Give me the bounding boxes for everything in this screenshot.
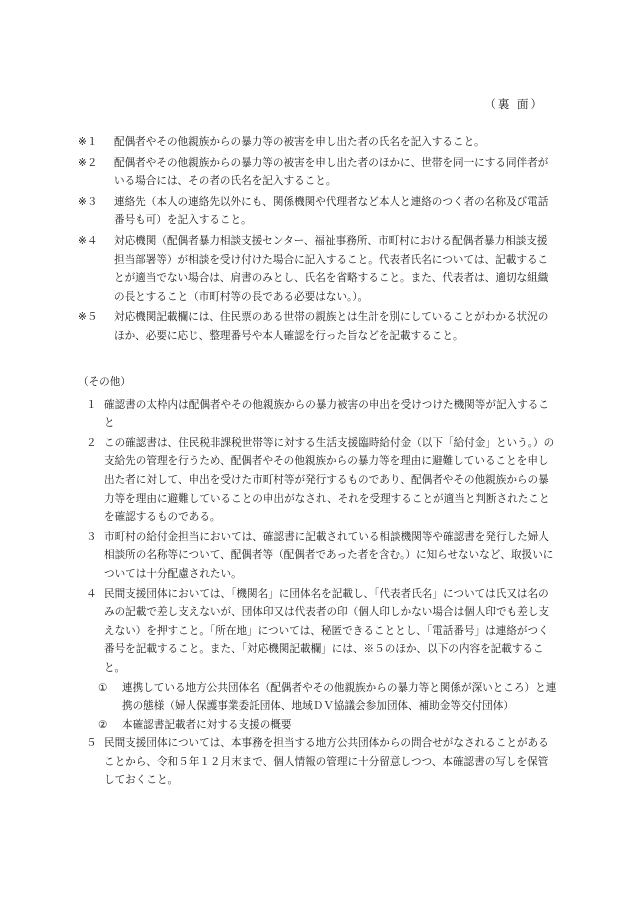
other-section-title: （その他）: [78, 376, 131, 388]
subitem-number: ②: [98, 718, 108, 731]
item-number: ３: [86, 530, 97, 543]
note-mark: ※３: [78, 195, 98, 208]
note-text: 配偶者やその他親族からの暴力等の被害を申し出た者のほかに、世帯を同一にする同伴者がいる場合には、その者の氏名を記入すること。: [114, 156, 549, 188]
note-text: 対応機関（配偶者暴力相談支援センター、福祉事務所、市町村における配偶者暴力相談支援担当部署等）が相談を受け付けた場合に記入すること。代表者氏名については、記載することが適当でない場合は、肩書のみとし、氏名を省略すること。また、代表者は、適切な組織の長とすること（市町村等の長である必要はない。）。: [114, 234, 549, 303]
other-subitem-1: [78, 679, 558, 716]
note-mark: ※５: [78, 311, 98, 324]
item-text: 確認書の太枠内は配偶者やその他親族からの暴力被害の申出を受けつけた機関等が記入すること: [104, 398, 549, 430]
other-subitem-2: [78, 716, 558, 735]
other-section: [78, 373, 558, 791]
note-1: [78, 133, 558, 152]
note-4: [78, 232, 558, 306]
subitem-number: ①: [98, 681, 108, 694]
item-number: １: [86, 398, 97, 411]
note-3: [78, 193, 558, 230]
other-item-2: [78, 434, 558, 527]
note-5: [78, 308, 558, 345]
subitem-text: 連携している地方公共団体名（配偶者やその他親族からの暴力等と関係が深いところ）と連携の態様（婦人保護事業委託団体、地域ＤＶ協議会参加団体、補助金等交付団体）: [122, 681, 557, 713]
note-text: 配偶者やその他親族からの暴力等の被害を申し出た者の氏名を記入すること。: [114, 136, 485, 148]
note-2: [78, 154, 558, 191]
other-item-3: [78, 528, 558, 584]
note-text: 対応機関記載欄には、住民票のある世帯の親族とは生計を別にしていることがわかる状況のほか、必要に応じ、整理番号や本人確認を行った旨などを記載すること。: [114, 311, 549, 342]
notes-section: [78, 133, 558, 348]
item-number: ４: [86, 587, 97, 600]
page-side-label: （裏 面）: [484, 97, 544, 111]
item-text: 民間支援団体においては、「機関名」に団体名を記載し、「代表者氏名」については氏又は名のみの記載で差し支えないが、団体印又は代表者の印（個人印しかない場合は個人印でも差し支えない）を押すこと。「所在地」については、秘匿できることとし、「電話番号」は連絡がつく番号を記載すること。また、「対応機関記載欄」には、※５のほか、以下の内容を記載すること。: [104, 587, 549, 674]
note-mark: ※２: [78, 156, 98, 169]
subitem-text: 本確認書記載者に対する支援の概要: [122, 718, 292, 731]
item-text: 民間支援団体については、本事務を担当する地方公共団体からの問合せがなされることがあることから、令和５年１２月末まで、個人情報の管理に十分留意しつつ、本確認書の写しを保管しておくこと。: [104, 737, 549, 787]
note-text: 連絡先（本人の連絡先以外にも、関係機関や代理者など本人と連絡のつく者の名称及び電話番号も可）を記入すること。: [114, 195, 549, 227]
note-mark: ※４: [78, 234, 98, 247]
item-text: 市町村の給付金担当においては、確認書に記載されている相談機関等や確認書を発行した婦人相談所の名称等について、配偶者等（配偶者であった者を含む。）に知らせないなど、取扱いについては十分配慮されたい。: [104, 530, 554, 580]
other-item-1: [78, 396, 558, 433]
item-number: ５: [86, 737, 97, 750]
note-mark: ※１: [78, 136, 98, 148]
other-item-5: [78, 734, 558, 790]
item-text: この確認書は、住民税非課税世帯等に対する生活支援臨時給付金（以下「給付金」という。）の支給先の管理を行うため、配偶者やその他親族からの暴力等を理由に避難していることを申し出た者に対して、申出を受けた市町村等が発行するものであり、配偶者やその他親族からの暴力等を理由に避難していることの申出がなされ、それを受理することが適当と判断されたことを確認するものである。: [104, 436, 555, 524]
other-item-4: [78, 585, 558, 678]
item-number: ２: [86, 436, 97, 449]
